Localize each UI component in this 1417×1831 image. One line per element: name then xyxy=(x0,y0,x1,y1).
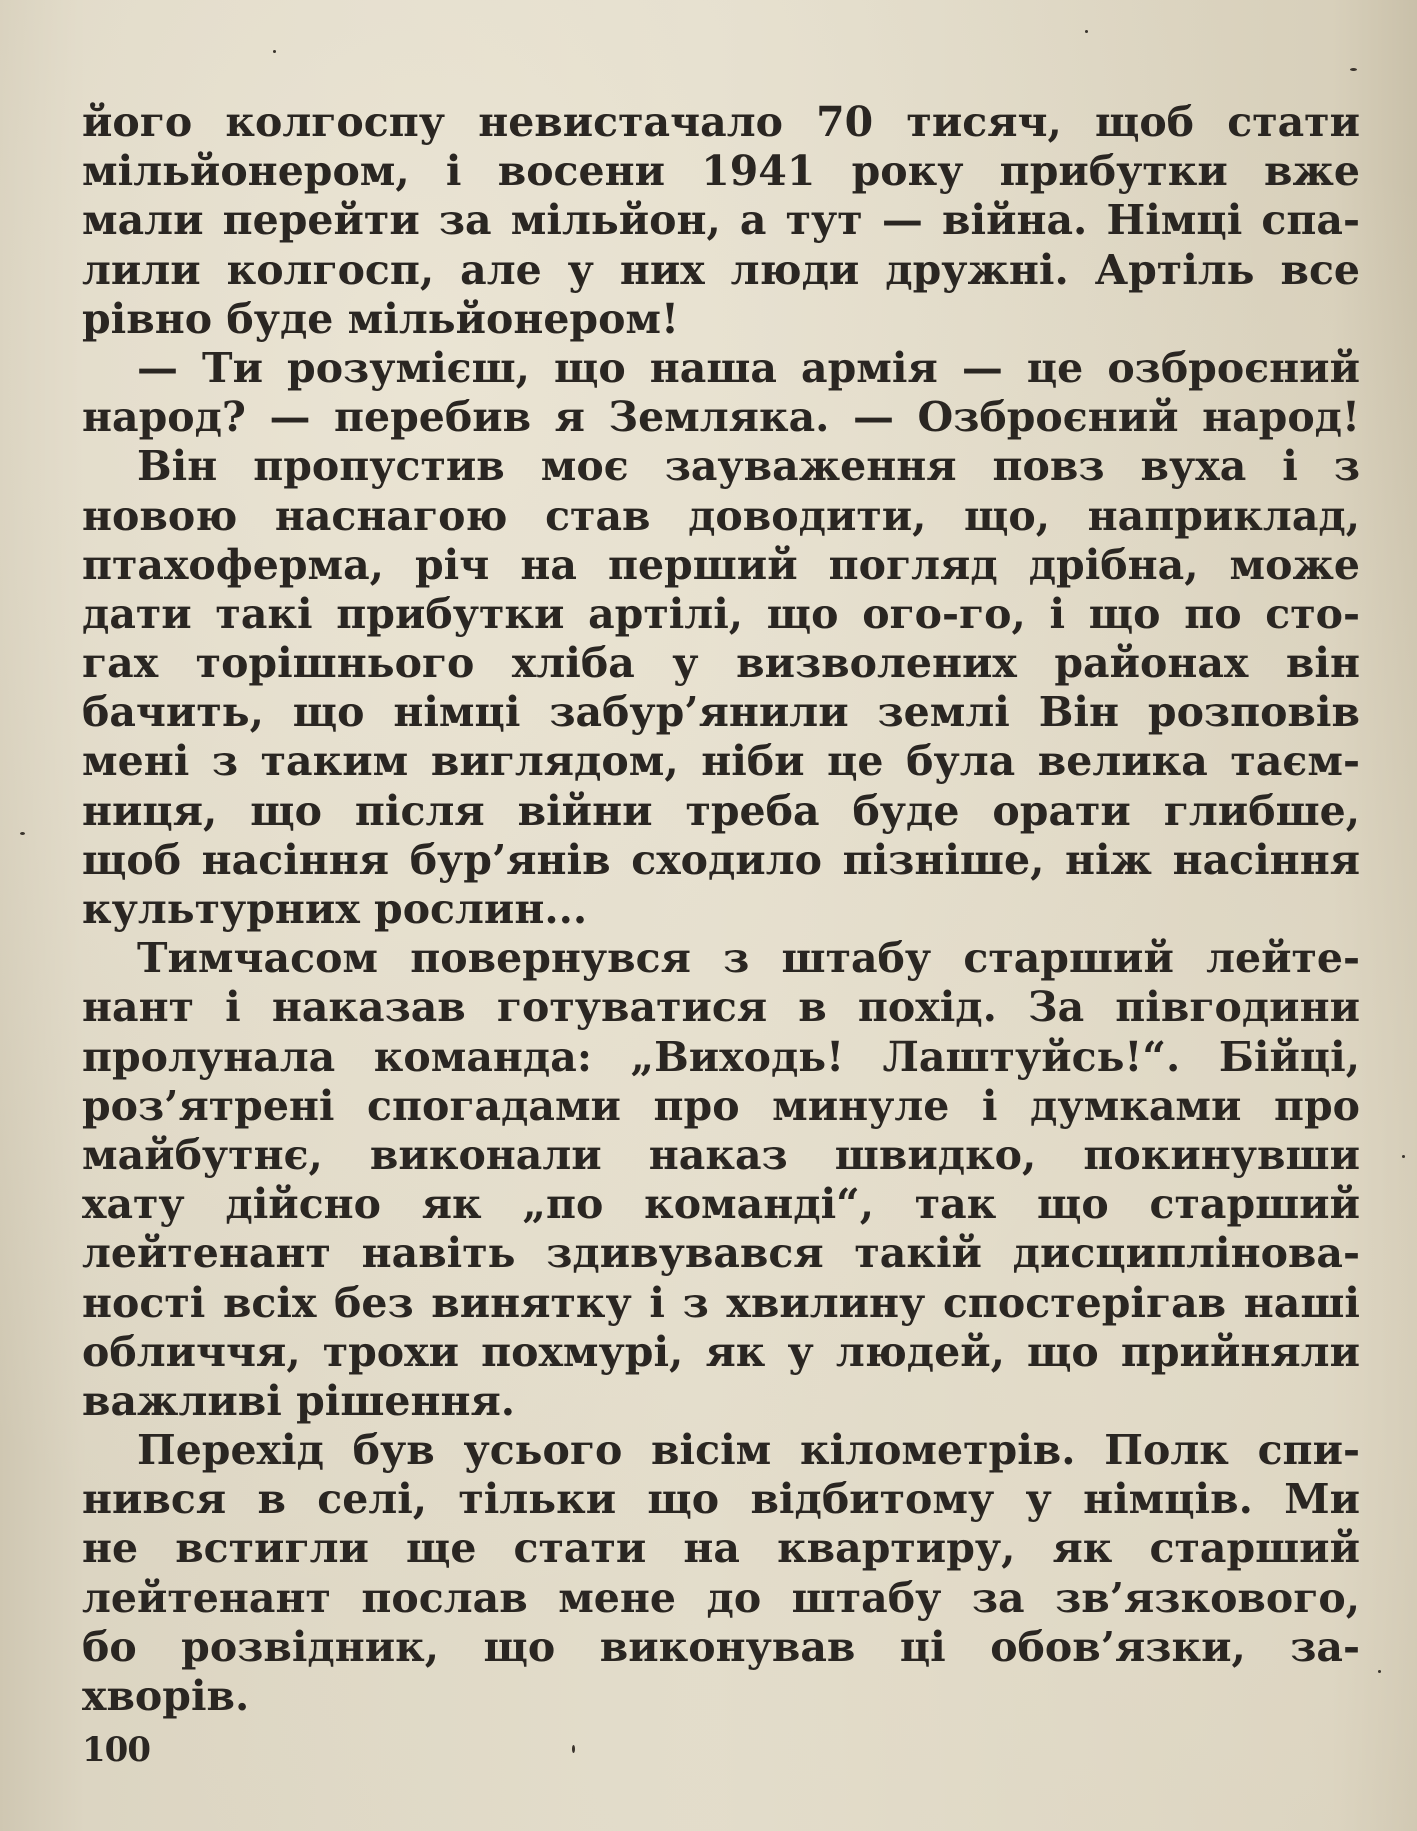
text-line: гах торішнього хліба у визволених районах він xyxy=(82,639,1360,688)
print-speck xyxy=(1378,1670,1381,1673)
print-speck xyxy=(273,50,276,53)
text-line: лили колгосп, але у них люди дружні. Артіль все xyxy=(82,245,1360,294)
text-line: лейтенант навіть здивувався такій дисциплінова- xyxy=(82,1229,1360,1278)
text-line: хату дійсно як „по команді“, так що старший xyxy=(82,1180,1360,1229)
body-text xyxy=(82,98,1360,1721)
page-number: 100 xyxy=(82,1730,150,1770)
text-line: нант і наказав готуватися в похід. За півгодини xyxy=(82,983,1360,1032)
text-line: обличчя, трохи похмурі, як у людей, що прийняли xyxy=(82,1327,1360,1376)
text-line: важливі рішення. xyxy=(82,1376,516,1425)
text-line: мені з таким виглядом, ніби це була велика таєм- xyxy=(82,737,1360,786)
print-speck xyxy=(20,832,25,835)
text-line: бо розвідник, що виконував ці обов’язки, за- xyxy=(82,1622,1360,1671)
text-line: — Ти розумієш, що наша армія — це озброєний xyxy=(137,343,1360,392)
text-line: Тимчасом повернувся з штабу старший лейте- xyxy=(137,934,1360,983)
text-line: хворів. xyxy=(82,1672,250,1720)
text-line: мали перейти за мільйон, а тут — війна. Німці спа- xyxy=(82,196,1360,245)
text-line: майбутнє, виконали наказ швидко, покинувши xyxy=(82,1130,1360,1179)
text-line: ності всіх без винятку і з хвилину спостерігав наші xyxy=(82,1278,1360,1327)
text-line: птахоферма, річ на перший погляд дрібна, може xyxy=(82,540,1360,589)
text-line: роз’ятрені спогадами про минуле і думками про xyxy=(82,1081,1360,1130)
text-line: щоб насіння бур’янів сходило пізніше, ніж насіння xyxy=(82,835,1360,884)
text-line: бачить, що німці забур’янили землі Він розповів xyxy=(82,688,1360,737)
text-line: дати такі прибутки артілі, що ого-го, і що по сто- xyxy=(82,589,1360,638)
print-speck xyxy=(1350,68,1357,71)
text-line: новою наснагою став доводити, що, наприклад, xyxy=(82,491,1360,540)
text-line: нився в селі, тільки що відбитому у німців. Ми xyxy=(82,1475,1360,1524)
text-line: лейтенант послав мене до штабу за зв’язкового, xyxy=(82,1573,1360,1622)
print-speck xyxy=(1085,30,1088,33)
text-line: мільйонером, і восени 1941 року прибутки вже xyxy=(82,147,1360,196)
text-line: ниця, що після війни треба буде орати глибше, xyxy=(82,786,1360,835)
print-speck xyxy=(572,1745,575,1753)
text-line: його колгоспу невистачало 70 тисяч, щоб стати xyxy=(82,98,1360,146)
text-line: культурних рослин... xyxy=(82,885,588,933)
print-speck xyxy=(1402,1155,1405,1158)
text-line: не встигли ще стати на квартиру, як старший xyxy=(82,1524,1360,1573)
text-line: рівно буде мільйонером! xyxy=(82,294,680,343)
text-line: пролунала команда: „Виходь! Лаштуйсь!“. Бійці, xyxy=(82,1032,1360,1081)
text-line: Перехід був усього вісім кілометрів. Полк спи- xyxy=(137,1426,1360,1475)
text-line: Він пропустив моє зауваження повз вуха і з xyxy=(137,442,1360,491)
text-line: народ? — перебив я Земляка. — Озброєний народ! xyxy=(82,393,1360,442)
